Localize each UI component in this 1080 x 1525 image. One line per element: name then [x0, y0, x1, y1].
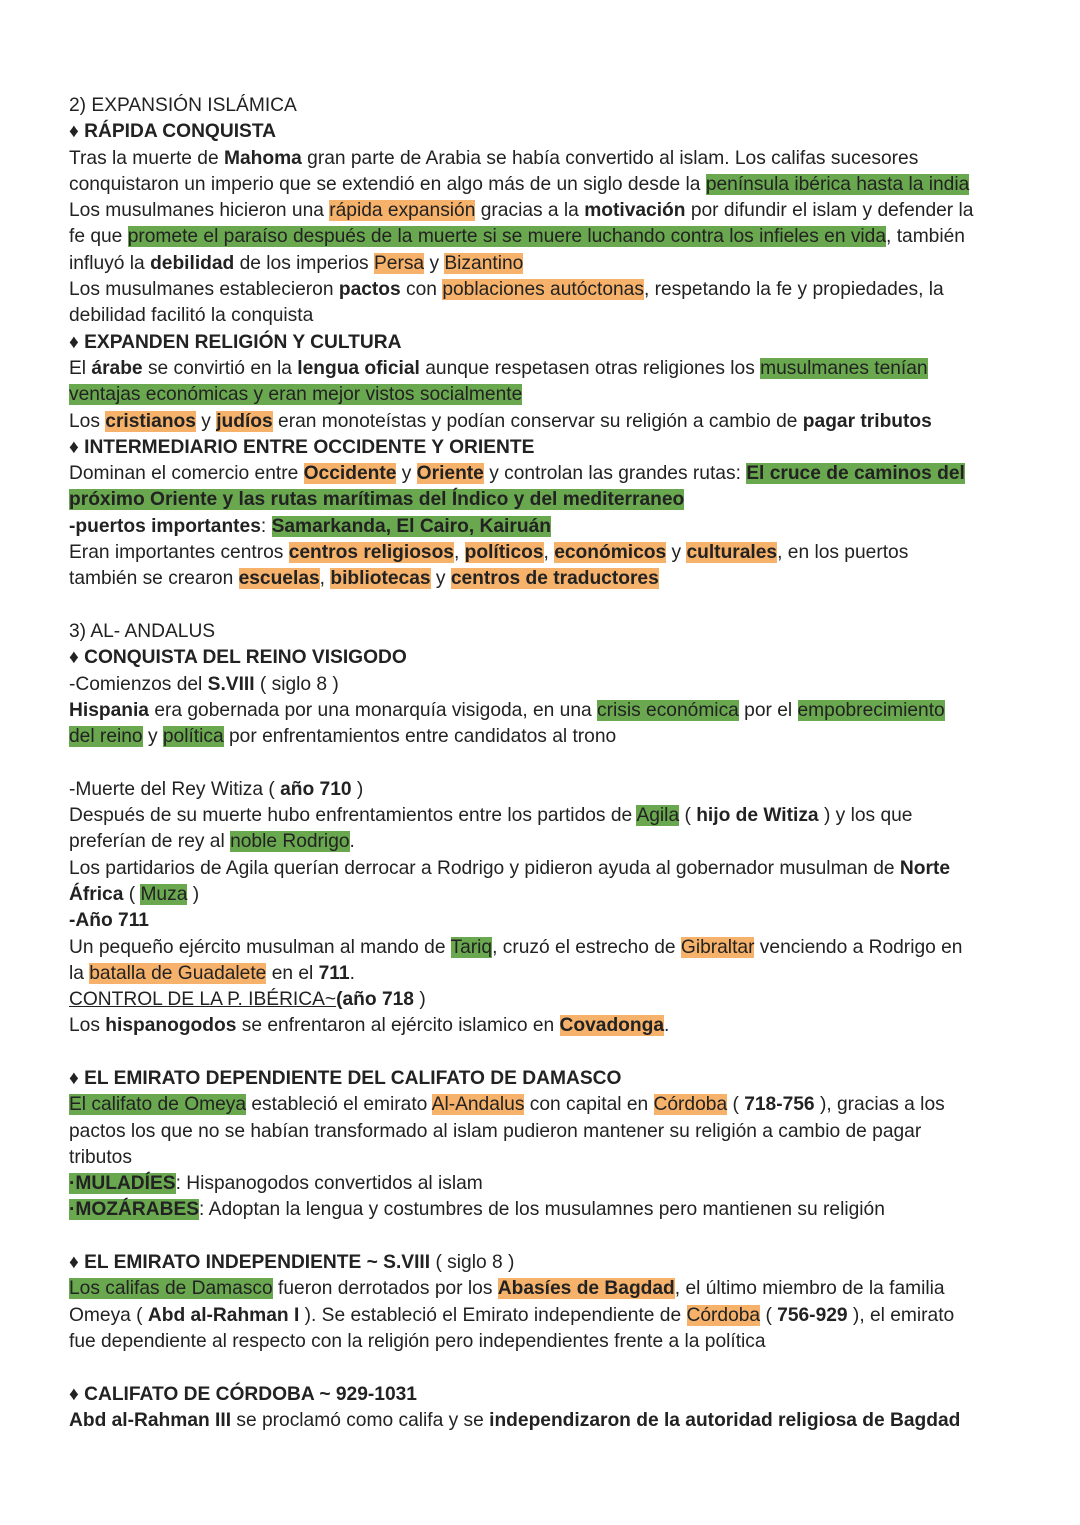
- text-segment: : Adoptan la lengua y costumbres de los musulamnes pero mantienen su religión: [199, 1199, 885, 1221]
- text-segment: ♦ EXPANDEN RELIGIÓN Y CULTURA: [69, 331, 402, 353]
- text-segment: ). Se estableció el Emirato independiente de: [299, 1304, 687, 1326]
- text-segment: ), gracias a los: [814, 1094, 945, 1116]
- text-segment: Tras la muerte de: [69, 147, 224, 169]
- text-segment: .: [349, 831, 355, 853]
- text-segment: pactos los que no se habían transformado al islam pudieron mantener su religión a cambio de pagar: [69, 1120, 922, 1142]
- text-segment: y: [666, 542, 687, 564]
- text-segment: Norte: [899, 857, 951, 879]
- section-title-expansion: 2) EXPANSIÓN ISLÁMICA: [69, 95, 297, 116]
- text-line: [69, 382, 1019, 408]
- text-line: [69, 1408, 1019, 1434]
- blank-line: [69, 1355, 1019, 1381]
- text-segment: y controlan las grandes rutas:: [483, 463, 747, 485]
- highlighted-text: centros religiosos: [288, 542, 454, 564]
- highlighted-text: bibliotecas: [330, 568, 431, 590]
- highlighted-text: ·MULADÍES: [69, 1173, 176, 1195]
- text-line: [69, 987, 1019, 1013]
- text-segment: S.VIII: [207, 673, 255, 695]
- text-segment: debilidad: [150, 252, 235, 274]
- text-segment: El: [69, 357, 92, 379]
- highlighted-text: culturales: [686, 542, 778, 564]
- section-spacer: [69, 593, 1019, 619]
- text-segment: ( siglo 8 ): [254, 673, 339, 695]
- text-segment: ♦ INTERMEDIARIO ENTRE OCCIDENTE Y ORIENTE: [69, 436, 535, 458]
- text-segment: CONTROL DE LA P. IBÉRICA~: [69, 989, 337, 1011]
- text-segment: preferían de rey al: [69, 831, 231, 853]
- text-line: [69, 146, 1019, 172]
- text-segment: aunque respetasen otras religiones los: [419, 357, 761, 379]
- text-segment: , respetando la fe y propiedades, la: [643, 279, 944, 301]
- text-segment: : Hispanogodos convertidos al islam: [175, 1173, 483, 1195]
- highlighted-text: rápida expansión: [329, 200, 476, 222]
- text-line: [69, 1250, 1019, 1276]
- text-segment: Después de su muerte hubo enfrentamientos entre los partidos de: [69, 805, 637, 827]
- highlighted-text: poblaciones autóctonas: [442, 279, 644, 301]
- text-line: [69, 908, 1019, 934]
- highlighted-text: ·MOZÁRABES: [69, 1199, 200, 1221]
- highlighted-text: Los califas de Damasco: [69, 1278, 273, 1300]
- text-segment: Omeya (: [69, 1304, 148, 1326]
- text-segment: -Año 711: [69, 910, 149, 932]
- text-segment: hijo de Witiza: [696, 805, 819, 827]
- text-segment: por el: [738, 699, 798, 721]
- text-line: [69, 1276, 1019, 1302]
- text-line: [69, 435, 1019, 461]
- highlighted-text: Samarkanda, El Cairo, Kairuán: [271, 515, 551, 537]
- text-segment: también se crearon: [69, 568, 239, 590]
- highlighted-text: musulmanes tenían: [760, 357, 928, 379]
- highlighted-text: económicos: [554, 542, 667, 564]
- text-line: [69, 119, 1019, 145]
- text-segment: Abd al-Rahman I: [147, 1304, 300, 1326]
- text-segment: (: [727, 1094, 745, 1116]
- text-segment: ♦ EL EMIRATO INDEPENDIENTE ~ S.VIII: [69, 1252, 431, 1274]
- highlighted-text: Covadonga: [559, 1015, 665, 1037]
- text-segment: -Comienzos del: [69, 673, 208, 695]
- text-segment: .: [349, 962, 355, 984]
- text-line: [69, 172, 1019, 198]
- section-al-andalus-body: [69, 645, 1019, 1434]
- highlighted-text: políticos: [464, 542, 544, 564]
- highlighted-text: Oriente: [416, 463, 484, 485]
- text-line: [69, 566, 1019, 592]
- text-segment: con capital en: [524, 1094, 654, 1116]
- text-segment: en el: [266, 962, 319, 984]
- document-page: [69, 93, 1019, 1434]
- text-segment: , también: [886, 226, 965, 248]
- text-line: [69, 829, 1019, 855]
- text-segment: Un pequeño ejército musulman al mando de: [69, 936, 451, 958]
- text-segment: árabe: [91, 357, 143, 379]
- blank-line: [69, 1040, 1019, 1066]
- text-segment: 718-756: [744, 1094, 815, 1116]
- text-segment: (: [679, 805, 697, 827]
- text-line: [69, 1092, 1019, 1118]
- text-line: [69, 724, 1019, 750]
- text-line: [69, 777, 1019, 803]
- highlighted-text: Persa: [373, 252, 425, 274]
- highlighted-text: Bizantino: [444, 252, 524, 274]
- text-segment: Dominan el comercio entre: [69, 463, 304, 485]
- text-segment: Hispania: [69, 699, 149, 721]
- text-segment: independizaron de la autoridad religiosa de Bagdad: [489, 1409, 961, 1431]
- text-line: [69, 1171, 1019, 1197]
- highlighted-text: batalla de Guadalete: [89, 962, 267, 984]
- text-line: [69, 1303, 1019, 1329]
- text-line: [69, 645, 1019, 671]
- text-segment: Los: [69, 1015, 106, 1037]
- text-segment: ): [187, 883, 200, 905]
- highlighted-text: Tariq: [450, 936, 493, 958]
- text-segment: , en los puertos: [777, 542, 909, 564]
- highlighted-text: Muza: [140, 883, 188, 905]
- text-segment: :: [260, 515, 272, 537]
- highlighted-text: política: [162, 726, 224, 748]
- text-segment: ) y los que: [818, 805, 913, 827]
- highlighted-text: judíos: [216, 410, 273, 432]
- text-segment: y: [424, 252, 445, 274]
- text-line: [69, 1119, 1019, 1145]
- text-segment: por difundir el islam y defender la: [685, 200, 974, 222]
- text-segment: era gobernada por una monarquía visigoda, en una: [148, 699, 598, 721]
- text-segment: y: [430, 568, 451, 590]
- text-segment: con: [400, 279, 443, 301]
- highlighted-text: Al-Andalus: [431, 1094, 525, 1116]
- text-segment: y: [396, 463, 417, 485]
- text-segment: 756-929: [777, 1304, 848, 1326]
- text-segment: ( siglo 8 ): [430, 1252, 515, 1274]
- text-segment: se proclamó como califa y se: [231, 1409, 490, 1431]
- highlighted-text: próximo Oriente y las rutas marítimas del Índico y del mediterraneo: [69, 489, 685, 511]
- text-segment: ): [413, 989, 426, 1011]
- text-segment: (: [760, 1304, 778, 1326]
- text-segment: Los: [69, 410, 106, 432]
- text-line: [69, 409, 1019, 435]
- highlighted-text: ventajas económicas y eran mejor vistos socialmente: [69, 384, 523, 406]
- text-segment: Mahoma: [223, 147, 302, 169]
- text-segment: influyó la: [69, 252, 151, 274]
- text-segment: , cruzó el estrecho de: [492, 936, 681, 958]
- highlighted-text: Córdoba: [653, 1094, 728, 1116]
- text-line: [69, 1329, 1019, 1355]
- text-segment: Eran importantes centros: [69, 542, 289, 564]
- blank-line: [69, 1224, 1019, 1250]
- highlighted-text: del reino: [69, 726, 143, 748]
- text-line: [69, 961, 1019, 987]
- text-line: [69, 461, 1019, 487]
- text-line: [69, 1066, 1019, 1092]
- text-segment: se convirtió en la: [142, 357, 298, 379]
- text-segment: conquistaron un imperio que se extendió en algo más de un siglo desde la: [69, 173, 706, 195]
- text-line: [69, 882, 1019, 908]
- text-segment: ♦ RÁPIDA CONQUISTA: [69, 121, 276, 143]
- text-segment: eran monoteístas y podían conservar su religión a cambio de: [272, 410, 803, 432]
- text-segment: Los musulmanes hicieron una: [69, 200, 330, 222]
- text-segment: lengua oficial: [297, 357, 420, 379]
- highlighted-text: Gibraltar: [680, 936, 755, 958]
- text-segment: venciendo a Rodrigo en: [754, 936, 963, 958]
- text-segment: por enfrentamientos entre candidatos al trono: [223, 726, 617, 748]
- highlighted-text: Occidente: [303, 463, 397, 485]
- text-line: [69, 935, 1019, 961]
- text-segment: pactos: [338, 279, 401, 301]
- text-segment: gracias a la: [475, 200, 585, 222]
- text-line: [69, 198, 1019, 224]
- text-line: [69, 277, 1019, 303]
- text-segment: gran parte de Arabia se había convertido al islam. Los califas sucesores: [301, 147, 919, 169]
- text-line: [69, 356, 1019, 382]
- text-line: [69, 1382, 1019, 1408]
- text-segment: ), el emirato: [847, 1304, 955, 1326]
- text-segment: 711: [318, 962, 350, 984]
- text-segment: debilidad facilitó la conquista: [69, 305, 314, 327]
- highlighted-text: Abasíes de Bagdad: [497, 1278, 675, 1300]
- text-line: [69, 251, 1019, 277]
- text-segment: y: [195, 410, 217, 432]
- text-segment: motivación: [584, 200, 686, 222]
- text-segment: tributos: [69, 1146, 132, 1168]
- text-segment: , el último miembro de la familia: [674, 1278, 945, 1300]
- highlighted-text: El cruce de caminos del: [746, 463, 965, 485]
- text-line: [69, 1197, 1019, 1223]
- text-segment: hispanogodos: [105, 1015, 237, 1037]
- highlighted-text: Agila: [636, 805, 680, 827]
- text-segment: ,: [543, 542, 555, 564]
- text-segment: fe que: [69, 226, 128, 248]
- highlighted-text: centros de traductores: [450, 568, 659, 590]
- text-line: [69, 514, 1019, 540]
- text-line: [69, 1013, 1019, 1039]
- text-segment: -Muerte del Rey Witiza (: [69, 778, 281, 800]
- text-segment: ): [351, 778, 364, 800]
- blank-line: [69, 750, 1019, 776]
- text-segment: ♦ EL EMIRATO DEPENDIENTE DEL CALIFATO DE DAMASCO: [69, 1067, 622, 1089]
- highlighted-text: escuelas: [238, 568, 320, 590]
- text-line: [69, 330, 1019, 356]
- highlighted-text: península ibérica hasta la india: [705, 173, 970, 195]
- text-line: [69, 1145, 1019, 1171]
- text-segment: estableció el emirato: [246, 1094, 432, 1116]
- text-segment: ,: [319, 568, 331, 590]
- highlighted-text: cristianos: [105, 410, 196, 432]
- text-line: [69, 672, 1019, 698]
- text-segment: Los partidarios de Agila querían derrocar a Rodrigo y pidieron ayuda al gobernador musulman de: [69, 857, 900, 879]
- text-line: [69, 487, 1019, 513]
- section-expansion-body: [69, 119, 1019, 592]
- text-segment: .: [664, 1015, 670, 1037]
- text-line: [69, 803, 1019, 829]
- text-segment: -puertos importantes: [69, 515, 261, 537]
- text-line: [69, 540, 1019, 566]
- text-segment: fueron derrotados por los: [272, 1278, 498, 1300]
- highlighted-text: empobrecimiento: [797, 699, 945, 721]
- highlighted-text: Córdoba: [686, 1304, 761, 1326]
- text-segment: se enfrentaron al ejército islamico en: [236, 1015, 560, 1037]
- text-segment: de los imperios: [234, 252, 374, 274]
- text-segment: pagar tributos: [802, 410, 932, 432]
- text-segment: ♦ CONQUISTA DEL REINO VISIGODO: [69, 647, 407, 669]
- text-segment: Abd al-Rahman III: [69, 1409, 232, 1431]
- highlighted-text: promete el paraíso después de la muerte si se muere luchando contra los infieles en vida: [127, 226, 887, 248]
- highlighted-text: noble Rodrigo: [230, 831, 350, 853]
- text-segment: fue dependiente al respecto con la religión pero independientes frente a la política: [69, 1330, 766, 1352]
- text-segment: ♦ CALIFATO DE CÓRDOBA ~ 929-1031: [69, 1383, 417, 1405]
- text-segment: ,: [453, 542, 465, 564]
- text-segment: (año 718: [336, 989, 414, 1011]
- text-line: [69, 224, 1019, 250]
- text-line: [69, 856, 1019, 882]
- text-segment: (: [123, 883, 141, 905]
- section-title-al-andalus: 3) AL- ANDALUS: [69, 620, 216, 642]
- text-line: [69, 303, 1019, 329]
- text-segment: África: [69, 883, 124, 905]
- highlighted-text: crisis económica: [597, 699, 739, 721]
- text-segment: y: [142, 726, 163, 748]
- highlighted-text: El califato de Omeya: [69, 1094, 247, 1116]
- text-segment: Los musulmanes establecieron: [69, 279, 339, 301]
- text-segment: año 710: [280, 778, 352, 800]
- text-line: [69, 698, 1019, 724]
- text-segment: la: [69, 962, 90, 984]
